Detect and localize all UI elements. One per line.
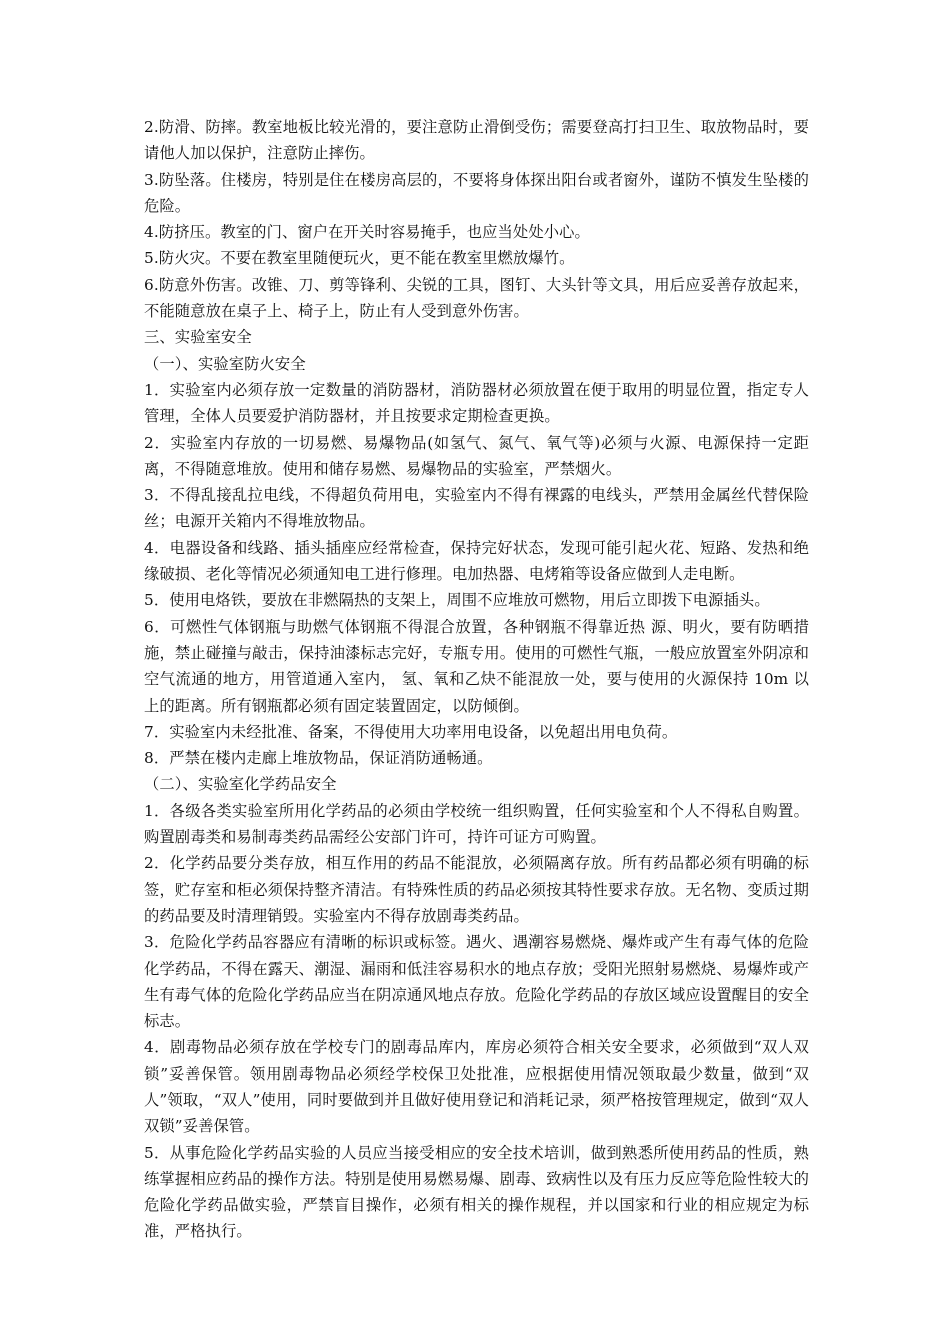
document-body [144, 114, 809, 1245]
subsection-heading-chemical-safety: （二）、实验室化学药品安全 [144, 775, 337, 794]
paragraph-fire-7: 7．实验室内未经批准、备案，不得使用大功率用电设备，以免超出用电负荷。 [144, 722, 678, 741]
paragraph-anti-pinch: 4.防挤压。教室的门、窗户在开关时容易掩手，也应当处处小心。 [144, 223, 590, 242]
paragraph-fire-5: 5．使用电烙铁，要放在非燃隔热的支架上，周围不应堆放可燃物，用后立即拨下电源插头。 [144, 591, 770, 610]
paragraph-anti-fall: 3.防坠落。住楼房，特别是住在楼房高层的，不要将身体探出阳台或者窗外，谨防不慎发生坠楼的危险。 [144, 170, 809, 215]
paragraph-fire-8: 8．严禁在楼内走廊上堆放物品，保证消防通畅通。 [144, 749, 493, 768]
paragraph-anti-accident: 6.防意外伤害。改锥、刀、剪等锋利、尖锐的工具，图钉、大头针等文具，用后应妥善存放起来，不能随意放在桌子上、椅子上，防止有人受到意外伤害。 [144, 275, 809, 321]
paragraph-fire-6: 6．可燃性气体钢瓶与助燃气体钢瓶不得混合放置，各种钢瓶不得靠近热 源、明火，要有防晒措施，禁止碰撞与敲击，保持油漆标志完好，专瓶专用。使用的可燃性气瓶，一般应放置室外阴凉和空气流通的地方，用管道通入室内， 氢、氧和乙炔不能混放一处，要与使用的火源保持 10m 以上的距离。所有钢瓶都必须有固定装置固定，以防倾倒。 [144, 617, 809, 715]
paragraph-chem-3: 3．危险化学药品容器应有清晰的标识或标签。遇火、遇潮容易燃烧、爆炸或产生有毒气体的危险化学药品，不得在露天、潮湿、漏雨和低洼容易积水的地点存放；受阳光照射易燃烧、易爆炸或产生有毒气体的危险化学药品应当在阴凉通风地点存放。危险化学药品的存放区域应设置醒目的安全标志。 [144, 933, 809, 1031]
paragraph-chem-1: 1．各级各类实验室所用化学药品的必须由学校统一组织购置，任何实验室和个人不得私自购置。购置剧毒类和易制毒类药品需经公安部门许可，持许可证方可购置。 [144, 801, 809, 847]
paragraph-fire-2: 2．实验室内存放的一切易燃、易爆物品(如氢气、氮气、氧气等)必须与火源、电源保持一定距离，不得随意堆放。使用和储存易燃、易爆物品的实验室，严禁烟火。 [144, 433, 809, 478]
paragraph-anti-fire: 5.防火灾。不要在教室里随便玩火，更不能在教室里燃放爆竹。 [144, 249, 575, 268]
section-heading-lab-safety: 三、实验室安全 [144, 328, 252, 347]
paragraph-anti-slip: 2.防滑、防摔。教室地板比较光滑的，要注意防止滑倒受伤；需要登高打扫卫生、取放物品时，要请他人加以保护，注意防止摔伤。 [144, 118, 809, 163]
subsection-heading-fire-safety: （一）、实验室防火安全 [144, 354, 306, 373]
paragraph-fire-4: 4．电器设备和线路、插头插座应经常检查，保持完好状态，发现可能引起火花、短路、发热和绝缘破损、老化等情况必须通知电工进行修理。电加热器、电烤箱等设备应做到人走电断。 [144, 538, 809, 584]
paragraph-chem-2: 2．化学药品要分类存放，相互作用的药品不能混放，必须隔离存放。所有药品都必须有明确的标签，贮存室和柜必须保持整齐清洁。有特殊性质的药品必须按其特性要求存放。无名物、变质过期的药品要及时清理销毁。实验室内不得存放剧毒类药品。 [144, 854, 809, 925]
paragraph-fire-1: 1．实验室内必须存放一定数量的消防器材，消防器材必须放置在便于取用的明显位置，指定专人管理，全体人员要爱护消防器材，并且按要求定期检查更换。 [144, 380, 809, 426]
paragraph-chem-4: 4．剧毒物品必须存放在学校专门的剧毒品库内，库房必须符合相关安全要求，必须做到“双人双锁”妥善保管。领用剧毒物品必须经学校保卫处批准，应根据使用情况领取最少数量，做到“双人”领取，“双人”使用，同时要做到并且做好使用登记和消耗记录，须严格按管理规定，做到“双人双锁”妥善保管。 [144, 1038, 809, 1136]
paragraph-fire-3: 3．不得乱接乱拉电线，不得超负荷用电，实验室内不得有裸露的电线头，严禁用金属丝代替保险丝；电源开关箱内不得堆放物品。 [144, 486, 809, 531]
paragraph-chem-5: 5．从事危险化学药品实验的人员应当接受相应的安全技术培训，做到熟悉所使用药品的性质，熟练掌握相应药品的操作方法。特别是使用易燃易爆、剧毒、致病性以及有压力反应等危险性较大的危险化学药品做实验，严禁盲目操作，必须有相关的操作规程，并以国家和行业的相应规定为标准，严格执行。 [144, 1143, 809, 1241]
